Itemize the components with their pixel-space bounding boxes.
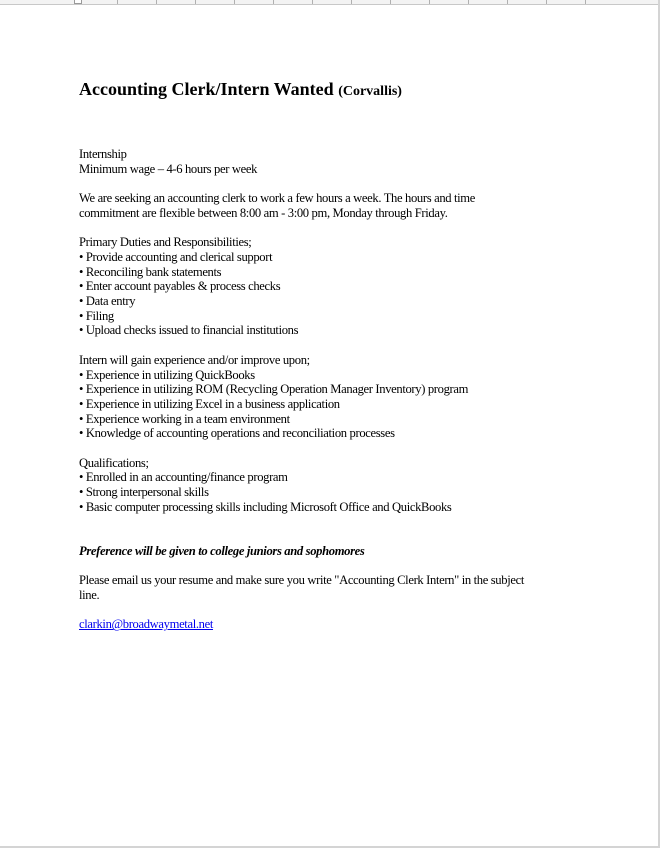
duties-section <box>79 235 599 338</box>
contact-section <box>79 617 599 632</box>
job-summary <box>79 147 599 176</box>
list-item: • Provide accounting and clerical support <box>79 250 599 265</box>
title-location: (Corvallis) <box>338 84 402 99</box>
intro-line: We are seeking an accounting clerk to work a few hours a week. The hours and time <box>79 191 475 206</box>
ruler-tick <box>156 0 157 4</box>
qualifications-section <box>79 456 599 515</box>
apply-line: Please email us your resume and make sure you write "Accounting Clerk Intern" in the subject <box>79 573 524 588</box>
list-item: • Data entry <box>79 294 599 309</box>
document-title <box>79 78 599 103</box>
ruler-tick <box>195 0 196 4</box>
apply-line: line. <box>79 588 100 602</box>
preference-note: Preference will be given to college juniors and sophomores <box>79 543 365 558</box>
list-item: • Experience in utilizing ROM (Recycling Operation Manager Inventory) program <box>79 382 599 397</box>
list-item: • Enter account payables & process checks <box>79 279 599 294</box>
ruler-tick <box>117 0 118 4</box>
indent-marker[interactable] <box>74 0 82 4</box>
ruler-tick <box>468 0 469 4</box>
list-item: • Experience in utilizing QuickBooks <box>79 368 599 383</box>
list-item: • Experience working in a team environment <box>79 412 599 427</box>
list-item: • Knowledge of accounting operations and reconciliation processes <box>79 426 599 441</box>
ruler-tick <box>429 0 430 4</box>
ruler-tick <box>312 0 313 4</box>
ruler-tick <box>507 0 508 4</box>
list-item: • Filing <box>79 309 599 324</box>
duties-list <box>79 250 599 338</box>
intro-line: commitment are flexible between 8:00 am - 3:00 pm, Monday through Friday. <box>79 205 448 220</box>
job-pay: Minimum wage – 4-6 hours per week <box>79 161 258 176</box>
horizontal-ruler <box>0 0 660 5</box>
title-text: Accounting Clerk/Intern Wanted <box>79 79 334 99</box>
ruler-tick <box>351 0 352 4</box>
document-body[interactable] <box>79 78 599 632</box>
email-link[interactable]: clarkin@broadwaymetal.net <box>79 617 213 632</box>
qualifications-heading: Qualifications; <box>79 455 149 470</box>
experience-section <box>79 353 599 441</box>
list-item: • Strong interpersonal skills <box>79 485 599 500</box>
list-item: • Upload checks issued to financial institutions <box>79 323 599 338</box>
apply-instructions <box>79 573 599 602</box>
ruler-tick <box>585 0 586 4</box>
ruler-tick <box>390 0 391 4</box>
list-item: • Reconciling bank statements <box>79 265 599 280</box>
experience-list <box>79 368 599 442</box>
intro-paragraph <box>79 191 599 220</box>
experience-heading: Intern will gain experience and/or improve upon; <box>79 352 310 367</box>
ruler-tick <box>273 0 274 4</box>
list-item: • Enrolled in an accounting/finance program <box>79 470 599 485</box>
qualifications-list <box>79 470 599 514</box>
ruler-tick <box>546 0 547 4</box>
ruler-tick <box>234 0 235 4</box>
job-type: Internship <box>79 147 127 161</box>
list-item: • Experience in utilizing Excel in a business application <box>79 397 599 412</box>
list-item: • Basic computer processing skills including Microsoft Office and QuickBooks <box>79 500 599 515</box>
duties-heading: Primary Duties and Responsibilities; <box>79 235 252 250</box>
